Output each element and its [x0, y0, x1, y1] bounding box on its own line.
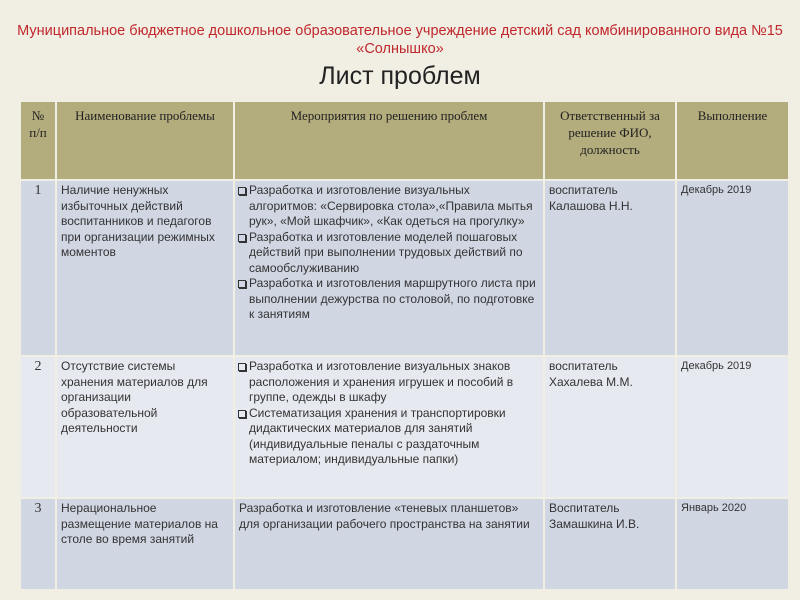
measure-item: Систематизация хранения и транспортировки дидактических материалов для занятий (индивидуальные пеналы с раздаточным материалом; индивидуальные папки)	[239, 406, 539, 468]
measures	[234, 356, 544, 498]
col-responsible: Ответственный за решение ФИО, должность	[544, 101, 676, 180]
table-row	[20, 356, 789, 498]
responsible: Воспитатель Замашкина И.В.	[544, 498, 676, 590]
date: Декабрь 2019	[676, 356, 789, 498]
col-num: № п/п	[20, 101, 56, 180]
measures	[234, 180, 544, 356]
col-problem: Наименование проблемы	[56, 101, 234, 180]
table-header	[20, 101, 789, 180]
problem: Нерациональное размещение материалов на столе во время занятий	[56, 498, 234, 590]
row-num: 3	[20, 498, 56, 590]
page-title: Лист проблем	[319, 62, 481, 90]
row-num: 2	[20, 356, 56, 498]
problem: Отсутствие системы хранения материалов для организации образовательной деятельности	[56, 356, 234, 498]
table-row	[20, 180, 789, 356]
responsible: воспитатель Хахалева М.М.	[544, 356, 676, 498]
measure-item: Разработка и изготовление моделей пошаговых действий при выполнении трудовых действий по самообслуживанию	[239, 230, 539, 277]
responsible: воспитатель Калашова Н.Н.	[544, 180, 676, 356]
row-num: 1	[20, 180, 56, 356]
table-row	[20, 498, 789, 590]
date: Январь 2020	[676, 498, 789, 590]
measure-item: Разработка и изготовление визуальных алгоритмов: «Сервировка стола»,«Правила мытья рук», «Мой шкафчик», «Как одеться на прогулку»	[239, 183, 539, 230]
date: Декабрь 2019	[676, 180, 789, 356]
organization-name: Муниципальное бюджетное дошкольное образовательное учреждение детский сад комбинированного вида №15 «Солнышко»	[17, 23, 783, 57]
col-measures: Мероприятия по решению проблем	[234, 101, 544, 180]
measure-item: Разработка и изготовление визуальных знаков расположения и хранения игрушек и пособий в группе, одежды в шкафу	[239, 359, 539, 406]
problems-table	[19, 100, 790, 591]
problem: Наличие ненужных избыточных действий воспитанников и педагогов при организации режимных моментов	[56, 180, 234, 356]
measure-item: Разработка и изготовления маршрутного листа при выполнении дежурства по столовой, по подготовке к занятиям	[239, 276, 539, 323]
measures: Разработка и изготовление «теневых планшетов» для организации рабочего пространства на занятии	[234, 498, 544, 590]
col-date: Выполнение	[676, 101, 789, 180]
